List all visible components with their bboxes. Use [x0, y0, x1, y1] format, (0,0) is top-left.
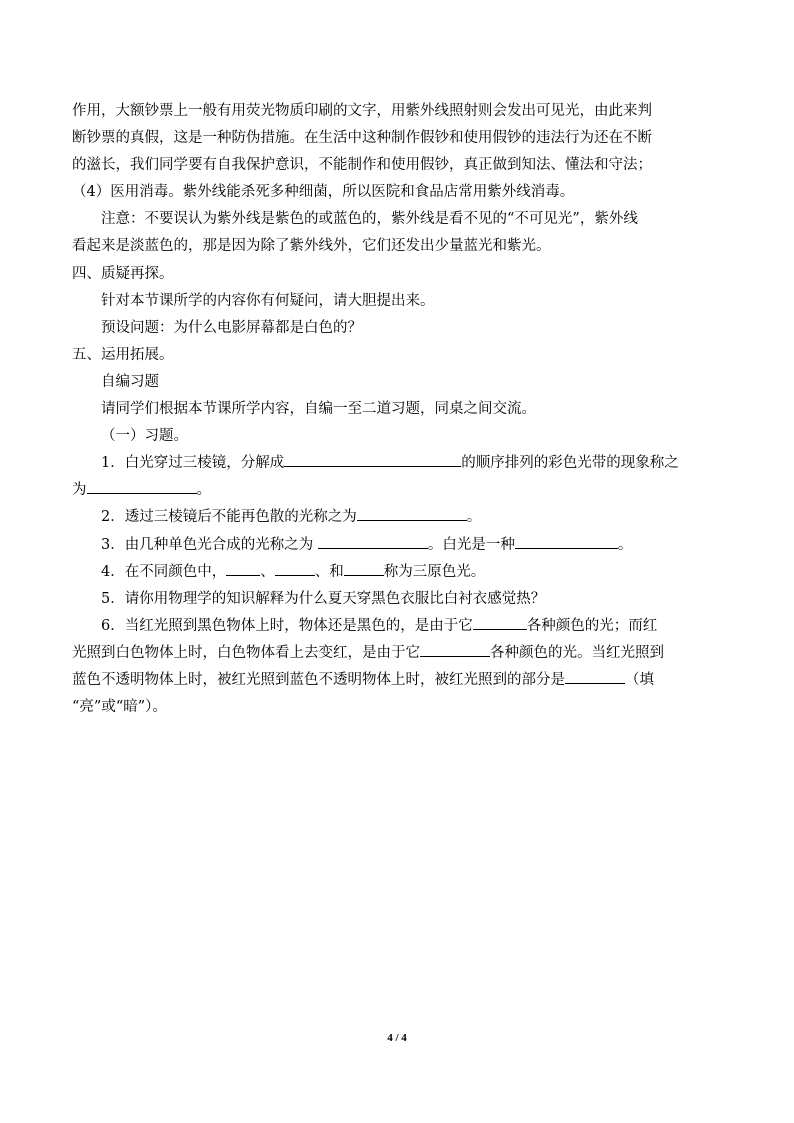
answer-blank[interactable]	[344, 561, 384, 576]
section-heading: 四、质疑再探。	[72, 265, 174, 282]
answer-blank[interactable]	[87, 479, 197, 494]
question-6	[72, 613, 722, 640]
document-body	[72, 98, 722, 721]
page-number: 4 / 4	[387, 1032, 407, 1044]
answer-blank[interactable]	[420, 642, 490, 657]
answer-blank[interactable]	[284, 452, 461, 467]
question-6-cont	[72, 640, 722, 667]
question-4	[72, 559, 722, 586]
answer-blank[interactable]	[357, 506, 467, 521]
subheading: （一）习题。	[101, 428, 188, 445]
answer-blank[interactable]	[565, 669, 625, 684]
paragraph-line: （4）医用消毒。紫外线能杀死多种细菌，所以医院和食品店常用紫外线消毒。	[72, 184, 575, 201]
question-6-cont	[72, 667, 722, 694]
subheading: 自编习题	[101, 373, 159, 390]
question-1	[72, 450, 722, 477]
note-line: 注意：不要误认为紫外线是紫色的或蓝色的，紫外线是看不见的“不可见光”，紫外线	[101, 211, 638, 228]
question-2	[72, 504, 722, 531]
question-text: 1．白光穿过三棱镜，分解成	[101, 455, 285, 472]
question-1-cont	[72, 477, 722, 504]
question-text: 5．请你用物理学的知识解释为什么夏天穿黑色衣服比白衬衣感觉热？	[101, 590, 546, 607]
question-text: 、和	[314, 563, 344, 580]
paragraph-line: 请同学们根据本节课所学内容，自编一至二道习题，同桌之间交流。	[101, 401, 536, 418]
question-text: 。	[466, 509, 482, 526]
question-text: 光照到白色物体上时，白色物体看上去变红，是由于它	[72, 644, 420, 661]
question-3	[72, 532, 722, 559]
question-text: 。	[617, 536, 633, 553]
paragraph-line: 作用，大额钞票上一般有用荧光物质印刷的文字，用紫外线照射则会发出可见光，由此来判	[72, 103, 652, 119]
question-text: “亮”或“暗”）。	[72, 699, 167, 716]
question-text: 各种颜色的光。当红光照到	[490, 644, 664, 661]
answer-blank[interactable]	[515, 534, 618, 549]
answer-blank[interactable]	[226, 561, 260, 576]
question-6-cont	[72, 694, 722, 721]
answer-blank[interactable]	[275, 561, 315, 576]
question-text: 、	[260, 563, 275, 580]
question-text: 2．透过三棱镜后不能再色散的光称之为	[101, 509, 357, 526]
paragraph-line: 针对本节课所学的内容你有何疑问，请大胆提出来。	[101, 292, 435, 309]
question-text: 6．当红光照到黑色物体上时，物体还是黑色的，是由于它	[101, 617, 473, 634]
paragraph-line: 预设问题：为什么电影屏幕都是白色的？	[101, 319, 362, 336]
question-text: 为	[72, 482, 87, 499]
section-heading: 五、运用拓展。	[72, 346, 174, 363]
question-text: （填	[625, 671, 654, 688]
question-text: 蓝色不透明物体上时，被红光照到蓝色不透明物体上时，被红光照到的部分是	[72, 671, 565, 688]
answer-blank[interactable]	[473, 615, 527, 630]
question-text: 的顺序排列的彩色光带的现象称之	[461, 455, 679, 472]
paragraph-line: 的滋长，我们同学要有自我保护意识，不能制作和使用假钞，真正做到知法、懂法和守法；	[72, 157, 652, 174]
question-text: 称为三原色光。	[383, 563, 486, 580]
answer-blank[interactable]	[318, 534, 428, 549]
question-5	[72, 586, 722, 613]
paragraph-line: 断钞票的真假，这是一种防伪措施。在生活中这种制作假钞和使用假钞的违法行为还在不断	[72, 130, 652, 147]
question-text: 。白光是一种	[427, 536, 515, 553]
question-text: 3．由几种单色光合成的光称之为	[101, 536, 318, 553]
question-text: 4．在不同颜色中，	[101, 563, 227, 580]
note-line: 看起来是淡蓝色的，那是因为除了紫外线外，它们还发出少量蓝光和紫光。	[72, 238, 551, 255]
question-text: 。	[196, 482, 211, 499]
question-text: 各种颜色的光；而红	[526, 617, 658, 634]
